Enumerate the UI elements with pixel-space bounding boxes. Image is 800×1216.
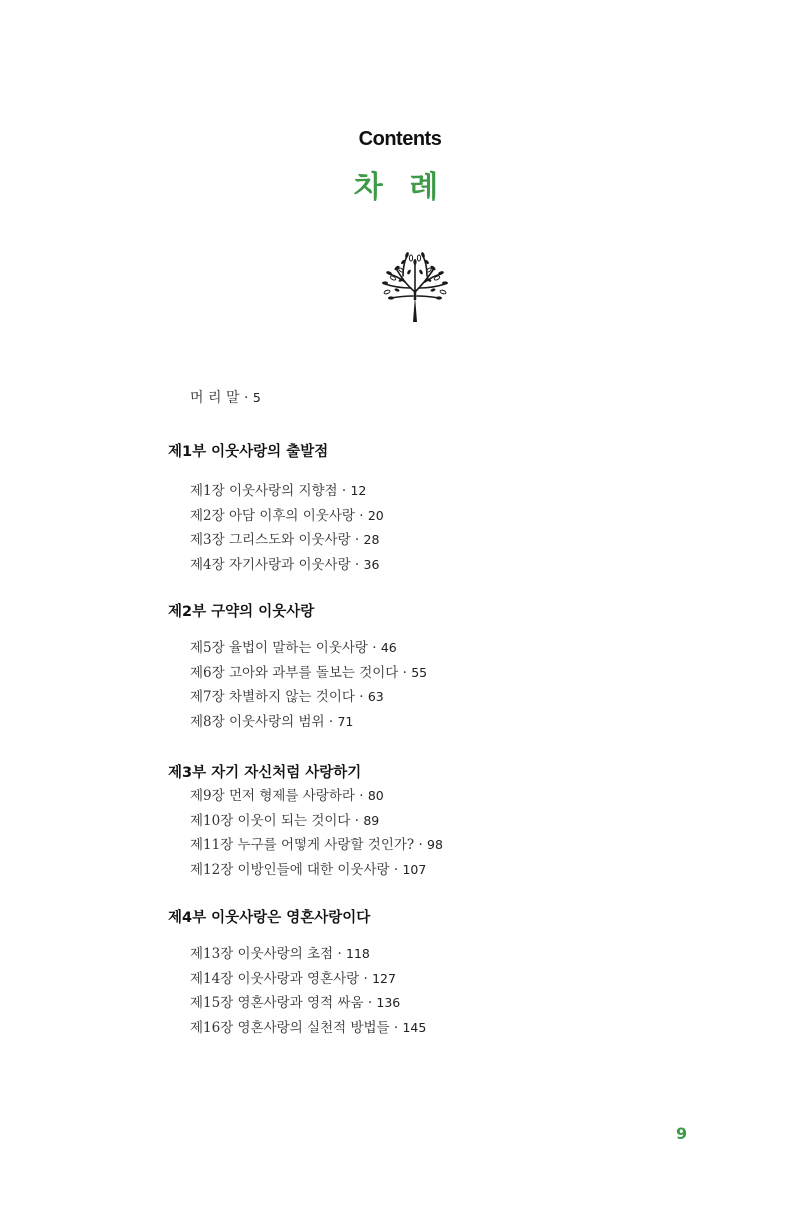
part-1: [168, 441, 688, 577]
tree-icon: [375, 250, 455, 322]
chapter-entry[interactable]: 제8장 이웃사랑의 범위 · 71: [190, 713, 354, 730]
part-4: [168, 907, 688, 1040]
chapter-entry[interactable]: 제10장 이웃이 되는 것이다 · 89: [190, 812, 380, 829]
chapter-entry[interactable]: 제12장 이방인들에 대한 이웃사랑 · 107: [190, 861, 427, 878]
chapter-list: [168, 636, 688, 734]
chapter-entry[interactable]: 제5장 율법이 말하는 이웃사랑 · 46: [190, 640, 397, 656]
chapter-entry[interactable]: 제7장 차별하지 않는 것이다 · 63: [190, 689, 384, 705]
chapter-entry[interactable]: 제13장 이웃사랑의 초점 · 118: [190, 946, 370, 962]
part-title: 제4부 이웃사랑은 영혼사랑이다: [168, 910, 371, 926]
chapter-entry[interactable]: 제2장 아담 이후의 이웃사랑 · 20: [190, 507, 384, 524]
chapter-entry[interactable]: 제1장 이웃사랑의 지향점 · 12: [190, 483, 367, 499]
part-3: [168, 762, 688, 882]
chapter-entry[interactable]: 제3장 그리스도와 이웃사랑 · 28: [190, 532, 380, 548]
part-title: 제3부 자기 자신처럼 사랑하기: [168, 765, 362, 781]
intro-label: 머 리 말: [190, 390, 240, 406]
part-title: 제2부 구약의 이웃사랑: [168, 604, 315, 620]
intro-page: 5: [252, 390, 261, 405]
toc-title: 차 례: [353, 170, 447, 205]
part-title: 제1부 이웃사랑의 출발점: [168, 444, 329, 460]
chapter-entry[interactable]: 제16장 영혼사랑의 실천적 방법들 · 145: [190, 1019, 427, 1036]
chapter-entry[interactable]: 제9장 먼저 형제를 사랑하라 · 80: [190, 788, 384, 804]
intro-entry[interactable]: 머 리 말 · 5: [190, 390, 261, 406]
chapter-entry[interactable]: 제11장 누구를 어떻게 사랑할 것인가? · 98: [190, 837, 443, 853]
chapter-entry[interactable]: 제6장 고아와 과부를 돌보는 것이다 · 55: [190, 664, 428, 681]
chapter-list: [168, 479, 688, 577]
chapter-list: [168, 784, 688, 882]
part-2: [168, 601, 688, 734]
chapter-entry[interactable]: 제15장 영혼사랑과 영적 싸움 · 136: [190, 995, 401, 1011]
chapter-entry[interactable]: 제4장 자기사랑과 이웃사랑 · 36: [190, 556, 380, 573]
contents-heading: Contents: [358, 128, 442, 150]
page-number: 9: [676, 1124, 688, 1143]
chapter-entry[interactable]: 제14장 이웃사랑과 영혼사랑 · 127: [190, 970, 396, 987]
chapter-list: [168, 942, 688, 1040]
